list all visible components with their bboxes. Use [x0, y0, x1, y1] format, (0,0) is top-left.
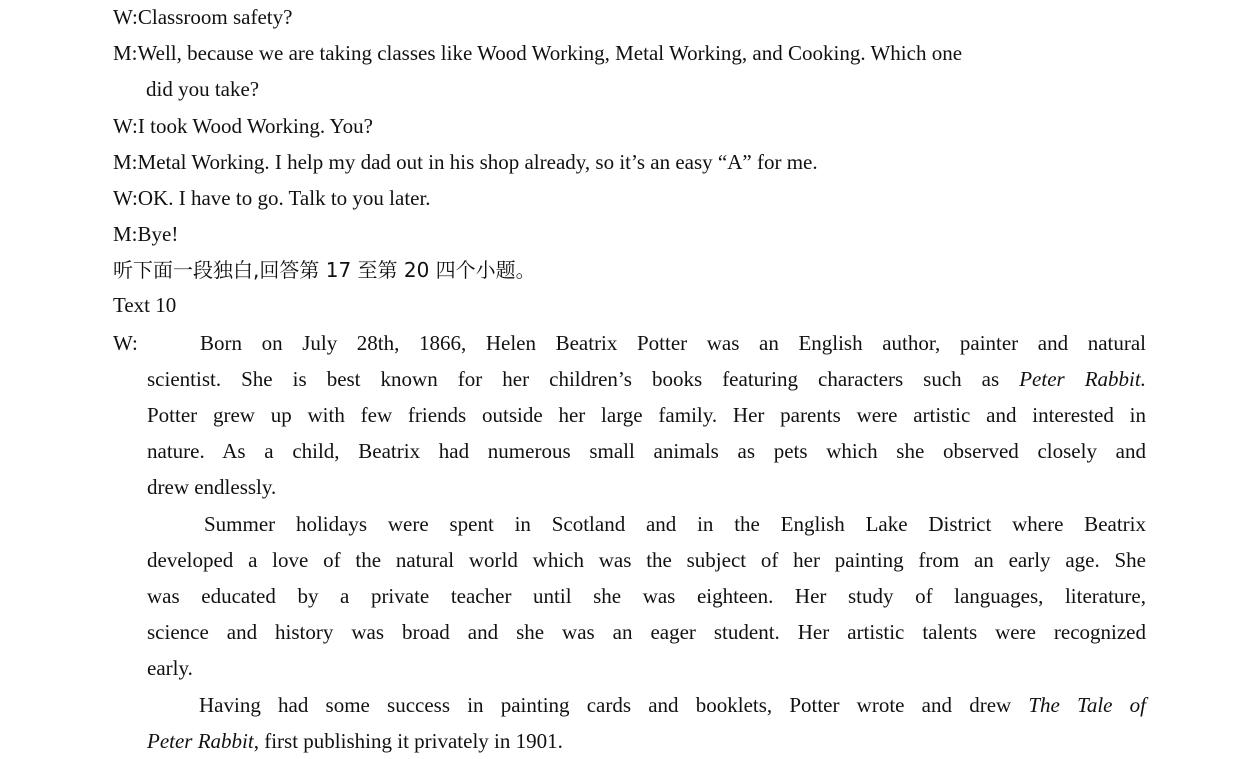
- paragraph-line: [147, 366, 1146, 392]
- speaker-label: M:: [113, 41, 138, 65]
- paragraph-line: Born on July 28th, 1866, Helen Beatrix Potter was an English author, painter and natural: [200, 331, 1146, 355]
- paragraph-line: early.: [147, 656, 193, 680]
- speaker-label: W:: [113, 114, 138, 138]
- speaker-label: M:: [113, 150, 138, 174]
- paragraph-line: [147, 728, 563, 754]
- paragraph-line: nature. As a child, Beatrix had numerous small animals as pets which she observed closely and: [147, 439, 1146, 463]
- paragraph-line: science and history was broad and she was an eager student. Her artistic talents were recognized: [147, 620, 1146, 644]
- paragraph-text: Having had some success in painting cards and booklets, Potter wrote and drew: [199, 693, 1029, 717]
- dialogue-line: [113, 221, 178, 247]
- book-title: The Tale of: [1028, 693, 1146, 717]
- dialogue-text: Metal Working. I help my dad out in his shop already, so it’s an easy “A” for me.: [137, 150, 818, 174]
- dialogue-line: [113, 149, 818, 175]
- book-title: Peter Rabbit: [147, 729, 254, 753]
- speaker-label: W:: [113, 5, 138, 29]
- dialogue-text: Classroom safety?: [137, 5, 293, 29]
- speaker-label: M:: [113, 222, 138, 246]
- paragraph-line: developed a love of the natural world which was the subject of her painting from an early age. She: [147, 548, 1146, 572]
- dialogue-continuation: did you take?: [146, 77, 260, 101]
- dialogue-line: [113, 4, 292, 30]
- paragraph-line: [199, 692, 1146, 718]
- paragraph-text: , first publishing it privately in 1901.: [253, 729, 563, 753]
- dialogue-text: Well, because we are taking classes like Wood Working, Metal Working, and Cooking. Which one: [137, 41, 963, 65]
- paragraph-text: scientist. She is best known for her children’s books featuring characters such as: [147, 367, 1020, 391]
- monologue-speaker-label: W:: [113, 331, 138, 355]
- paragraph-line: Summer holidays were spent in Scotland and in the English Lake District where Beatrix: [204, 512, 1146, 536]
- dialogue-text: I took Wood Working. You?: [137, 114, 373, 138]
- text-label: Text 10: [113, 293, 177, 317]
- book-title: Peter Rabbit.: [1019, 367, 1146, 391]
- section-instruction: 听下面一段独白,回答第 17 至第 20 四个小题。: [113, 258, 536, 282]
- dialogue-text: OK. I have to go. Talk to you later.: [137, 186, 431, 210]
- dialogue-text: Bye!: [137, 222, 179, 246]
- dialogue-line: [113, 185, 431, 211]
- paragraph-line: Potter grew up with few friends outside her large family. Her parents were artistic and interested in: [147, 403, 1146, 427]
- paragraph-line: was educated by a private teacher until she was eighteen. Her study of languages, literature,: [147, 584, 1146, 608]
- dialogue-line: [113, 40, 1146, 66]
- speaker-label: W:: [113, 186, 138, 210]
- paragraph-line: drew endlessly.: [147, 475, 277, 499]
- dialogue-line: [113, 113, 373, 139]
